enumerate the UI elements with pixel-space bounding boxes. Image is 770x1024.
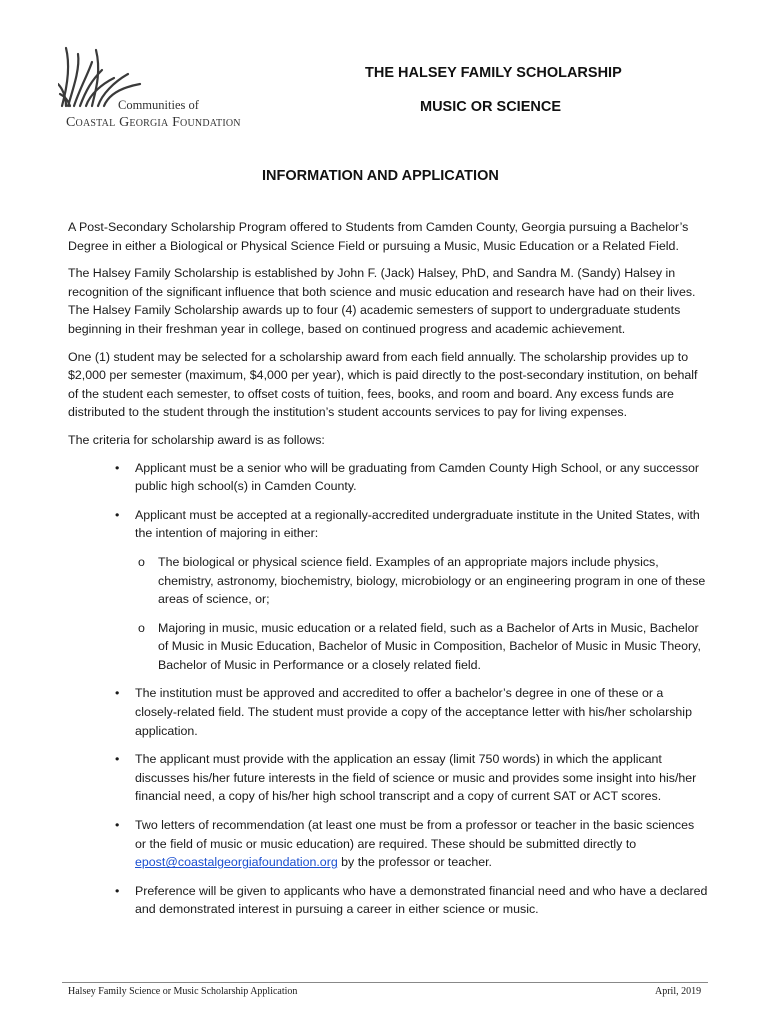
criteria-item	[68, 684, 708, 740]
logo-line-2: Coastal Georgia Foundation	[66, 115, 241, 130]
footer-date: April, 2019	[655, 986, 702, 997]
criteria-text: The applicant must provide with the application an essay (limit 750 words) in which the applicant discusses his/her future interests in the field of science or music and provides some insight into his/her financial need, a copy of his/her high school transcript and a copy of current SAT or ACT scores.	[135, 752, 697, 804]
section-heading: INFORMATION AND APPLICATION	[262, 168, 499, 184]
bullet-icon: •	[115, 883, 120, 898]
criteria-text: Preference will be given to applicants who have a demonstrated financial need and who have a declared and demonstrated interest in pursuing a career in either science or music.	[135, 883, 708, 917]
sub-bullet-icon: o	[138, 620, 145, 635]
criteria-intro: The criteria for scholarship award is as follows:	[68, 432, 325, 447]
criteria-text-part: by the professor or teacher.	[337, 855, 492, 870]
criteria-text: The institution must be approved and accredited to offer a bachelor’s degree in one of these or a closely-related field. The student must provide a copy of the acceptance letter with his/her scholarship application.	[135, 686, 692, 738]
establishment-paragraph: The Halsey Family Scholarship is established by John F. (Jack) Halsey, PhD, and Sandra M. (Sandy) Halsey in recognition of the significant influence that both science and music education and research have had on their lives. The Halsey Family Scholarship awards up to four (4) academic semesters of support to undergraduate students beginning in their freshman year in college, based on continued progress and academic achievement.	[68, 266, 696, 336]
email-link[interactable]: epost@coastalgeorgiafoundation.org	[135, 855, 338, 870]
footer-divider	[62, 982, 708, 983]
criteria-subtext: The biological or physical science field. Examples of an appropriate majors include physics, chemistry, astronomy, biochemistry, biology, microbiology or an engineering program in one of these areas of science, or;	[158, 554, 706, 607]
criteria-text	[135, 818, 694, 869]
criteria-subitem	[68, 553, 708, 609]
criteria-item	[68, 750, 708, 806]
bullet-icon: •	[115, 686, 120, 701]
award-paragraph: One (1) student may be selected for a scholarship award from each field annually. The scholarship provides up to $2,000 per semester (maximum, $4,000 per year), which is paid directly to the post-secondary institution, on behalf of the student each semester, to offset costs of tuition, fees, books, and room and board. Any excess funds are distributed to the student through the institution’s student accounts services to pay for living expenses.	[68, 349, 698, 420]
criteria-item	[68, 506, 708, 543]
criteria-item	[68, 882, 708, 919]
foundation-logo	[58, 44, 278, 136]
criteria-text: Applicant must be a senior who will be graduating from Camden County High School, or any successor public high school(s) in Camden County.	[135, 460, 700, 494]
criteria-text-part: Two letters of recommendation (at least one must be from a professor or teacher in the basic sciences or the field of music or music education) are required. These should be submitted directly to	[135, 818, 695, 851]
document-subtitle: MUSIC OR SCIENCE	[420, 99, 561, 115]
bullet-icon: •	[115, 460, 120, 475]
criteria-text: Applicant must be accepted at a regionally-accredited undergraduate institute in the United States, with the intention of majoring in either:	[135, 507, 700, 541]
bullet-icon: •	[115, 818, 120, 833]
criteria-item	[68, 816, 708, 872]
sub-bullet-icon: o	[138, 554, 145, 569]
criteria-subtext: Majoring in music, music education or a related field, such as a Bachelor of Arts in Music, Bachelor of Music in Music Education, Bachelor of Music in Composition, Bachelor of Music in Music Theory, Bachelor of Music in Performance or a closely related field.	[158, 620, 701, 672]
criteria-subitem	[68, 619, 708, 675]
intro-paragraph: A Post-Secondary Scholarship Program offered to Students from Camden County, Georgia pursuing a Bachelor’s Degree in either a Biological or Physical Science Field or pursuing a Music, Music Education or a Related Field.	[68, 220, 689, 253]
bullet-icon: •	[115, 752, 120, 767]
logo-line-1: Communities of	[118, 98, 199, 112]
document-body	[68, 218, 708, 929]
criteria-item	[68, 459, 708, 496]
bullet-icon: •	[115, 507, 120, 522]
document-title: THE HALSEY FAMILY SCHOLARSHIP	[365, 65, 622, 81]
footer-document-name: Halsey Family Science or Music Scholarship Application	[68, 986, 298, 997]
